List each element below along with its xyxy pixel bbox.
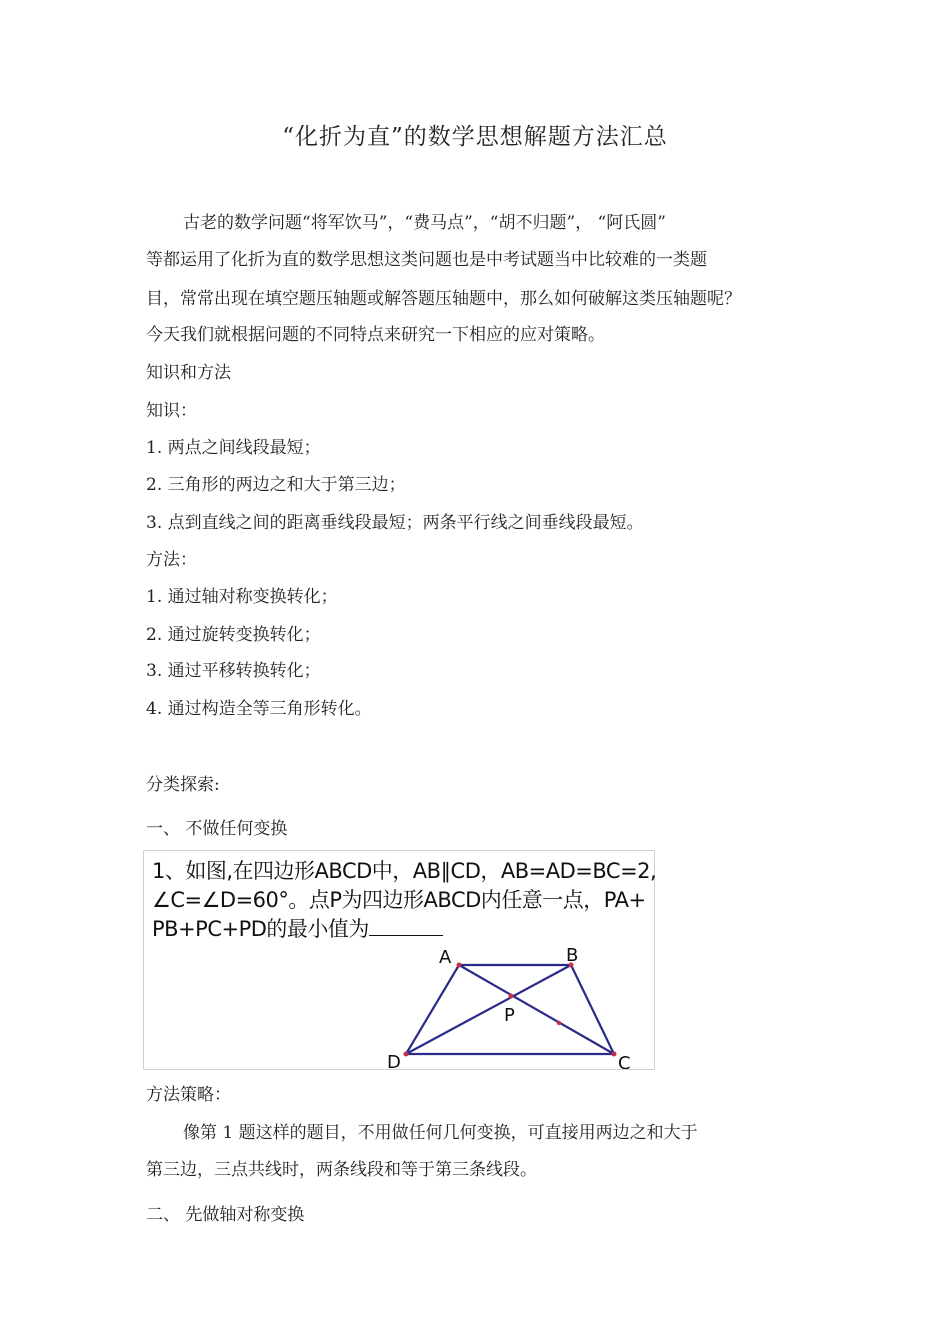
knowledge-item-3: 3. 点到直线之间的距离垂线段最短；两条平行线之间垂线段最短。 (146, 513, 644, 533)
diagonal-bd (406, 965, 571, 1054)
method-item-1: 1. 通过轴对称变换转化； (146, 587, 338, 607)
method-item-2: 2. 通过旋转变换转化； (146, 625, 321, 645)
intro-line-2: 等都运用了化折为直的数学思想这类问题也是中考试题当中比较难的一类题 (146, 250, 707, 270)
problem-line-3-text: PB+PC+PD的最小值为 (152, 917, 369, 941)
problem-line-2: ∠C=∠D=60°。点P为四边形ABCD内任意一点，PA+ (152, 888, 646, 912)
knowledge-heading: 知识和方法 (146, 363, 231, 383)
page-title: “化折为直”的数学思想解题方法汇总 (282, 124, 668, 150)
point-d-dot (404, 1052, 409, 1057)
label-b: B (566, 945, 579, 966)
diagonal-ac (459, 965, 614, 1054)
strategy-line-2: 第三边，三点共线时，两条线段和等于第三条线段。 (146, 1160, 537, 1180)
label-c: C (618, 1053, 631, 1069)
label-p: P (504, 1005, 515, 1026)
explore-heading: 分类探索: (146, 775, 220, 795)
strategy-line-1: 像第 1 题这样的题目，不用做任何几何变换，可直接用两边之和大于 (183, 1123, 698, 1143)
label-a: A (439, 947, 452, 968)
point-c-dot (612, 1052, 617, 1057)
problem-line-1: 1、如图,在四边形ABCD中，AB∥CD，AB=AD=BC=2, (152, 859, 657, 883)
knowledge-item-2: 2. 三角形的两边之和大于第三边； (146, 475, 406, 495)
point-a-dot (457, 963, 462, 968)
label-d: D (387, 1052, 401, 1069)
method-item-4: 4. 通过构造全等三角形转化。 (146, 699, 372, 719)
trapezoid-diagram (144, 851, 657, 1069)
method-item-3: 3. 通过平移转换转化； (146, 661, 321, 681)
knowledge-item-1: 1. 两点之间线段最短； (146, 438, 321, 458)
intro-line-4: 今天我们就根据问题的不同特点来研究一下相应的应对策略。 (146, 325, 605, 345)
knowledge-label: 知识： (146, 401, 197, 421)
section-heading-1: 一、 不做任何变换 (146, 819, 288, 839)
section-heading-2: 二、 先做轴对称变换 (146, 1205, 305, 1225)
midpoint-dot (557, 1021, 561, 1025)
strategy-label: 方法策略： (146, 1085, 231, 1105)
problem-figure (143, 850, 655, 1070)
intro-line-3: 目，常常出现在填空题压轴题或解答题压轴题中，那么如何破解这类压轴题呢？ (146, 289, 741, 309)
intro-line-1: 古老的数学问题“将军饮马”，“费马点”，“胡不归题”， “阿氏圆” (183, 213, 666, 233)
method-label: 方法： (146, 550, 197, 570)
point-p-dot (509, 994, 514, 999)
